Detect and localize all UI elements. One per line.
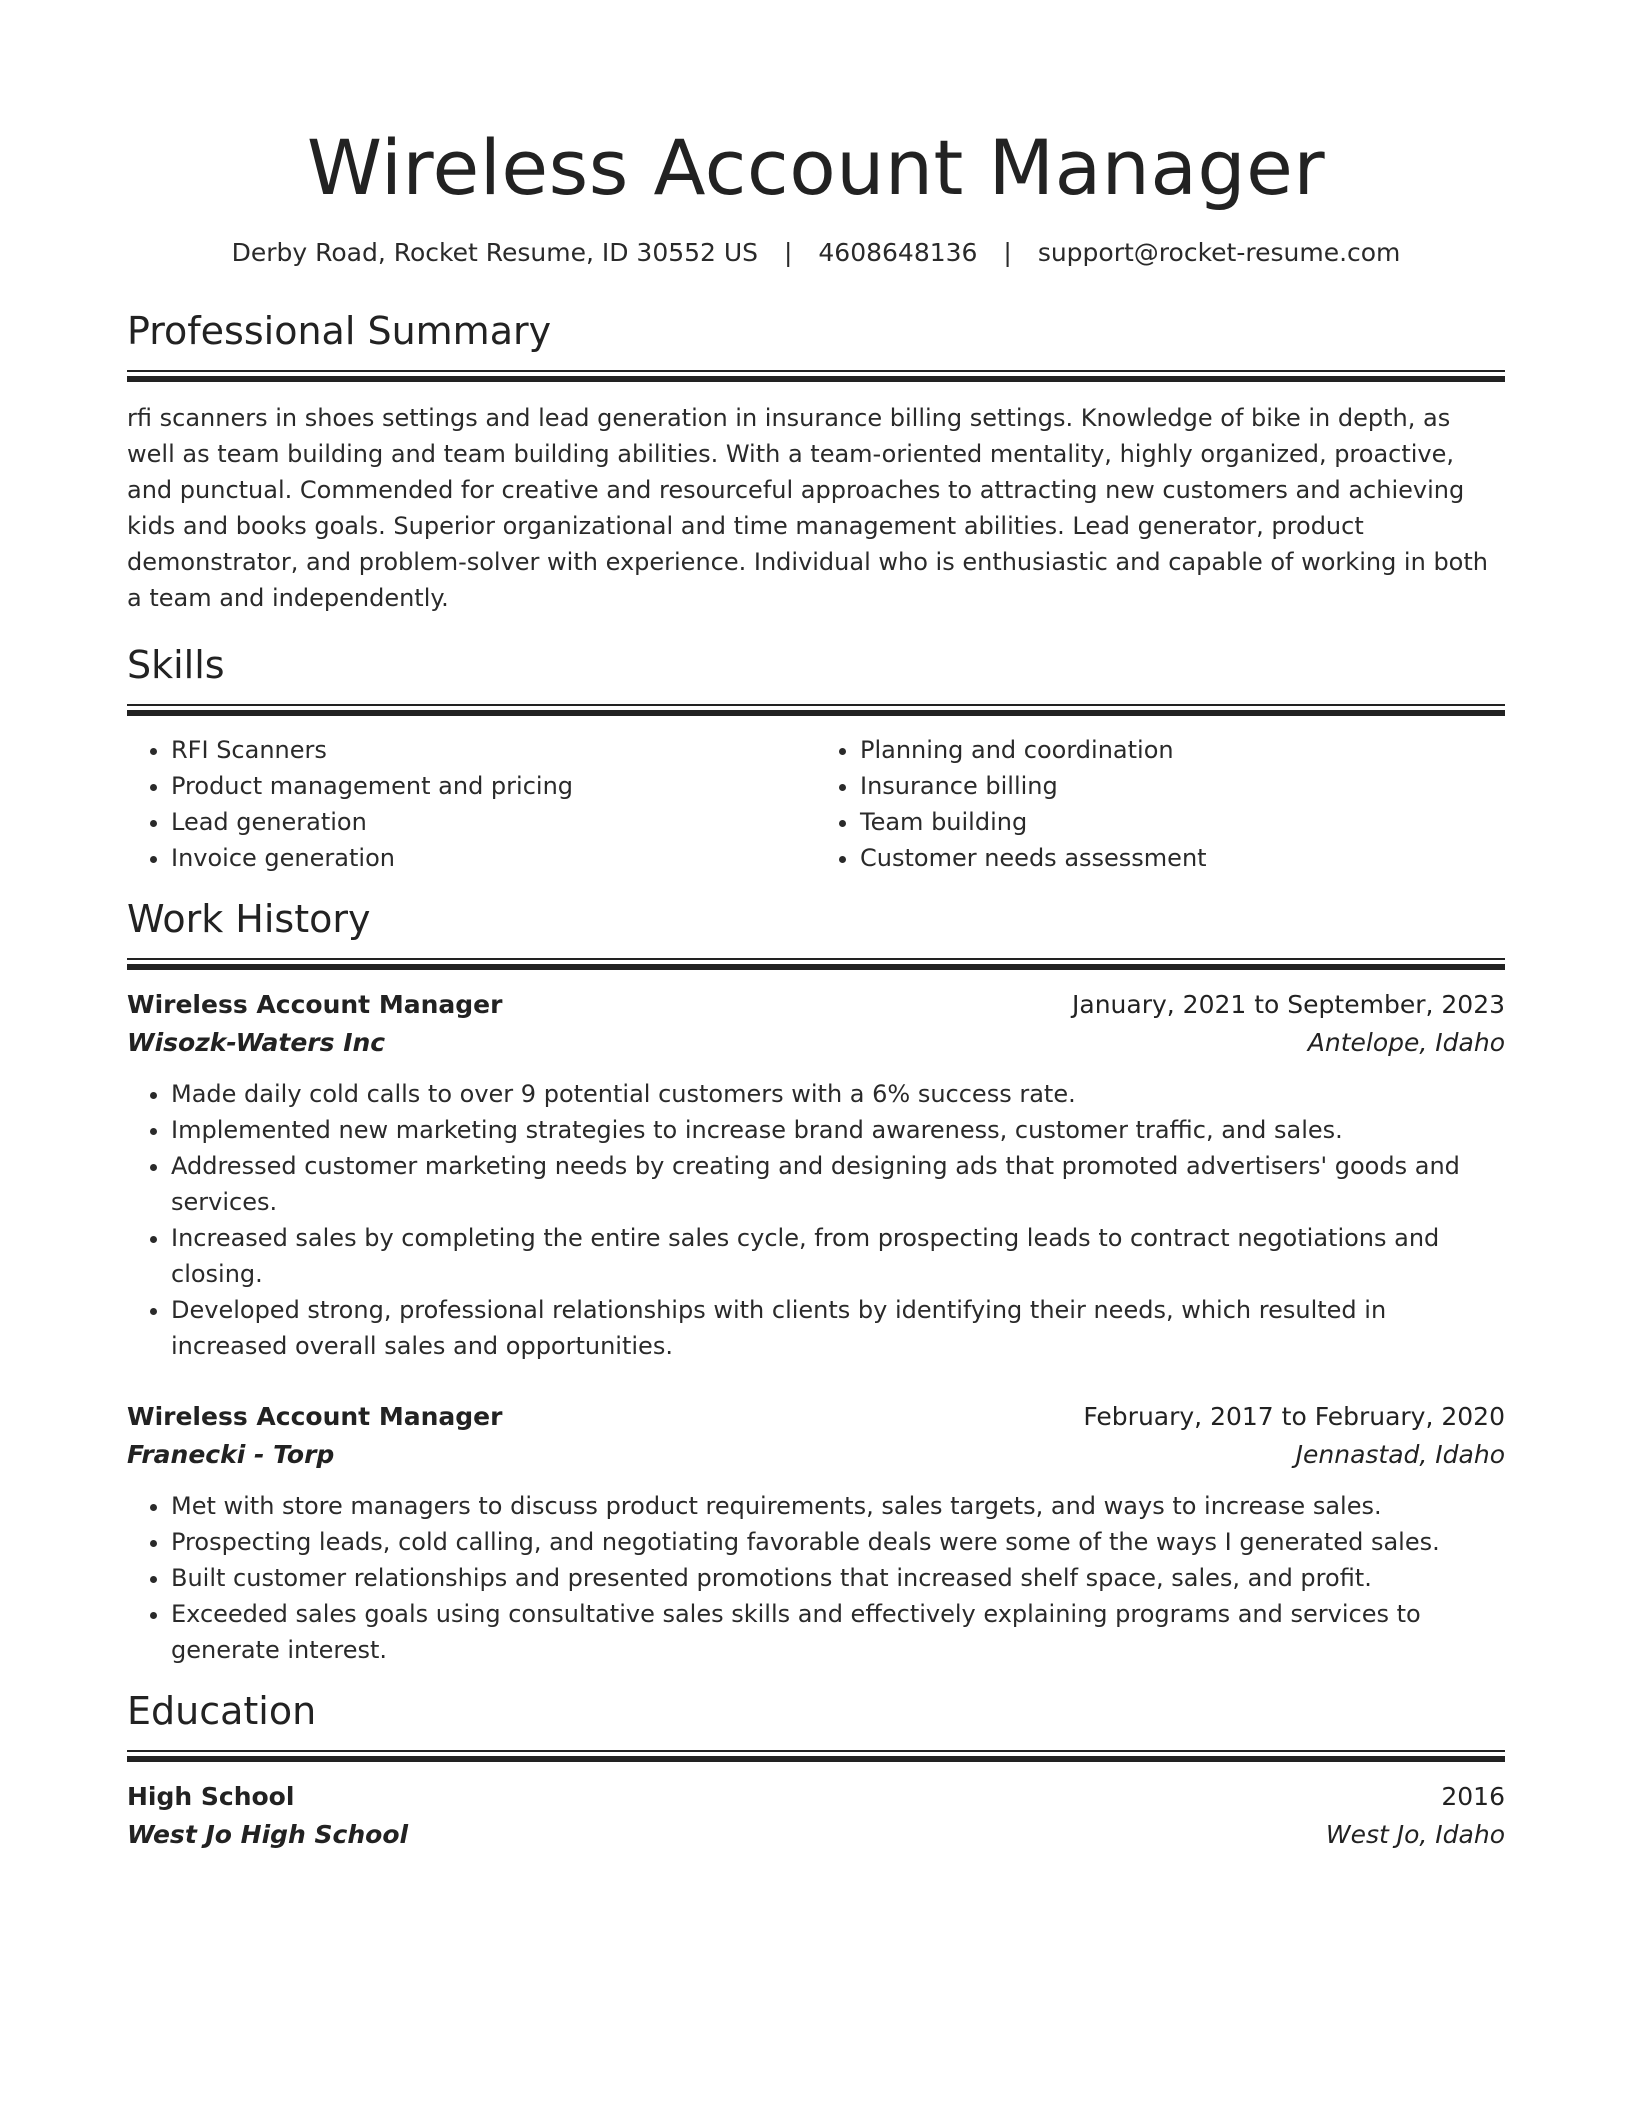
job-entry	[127, 986, 1505, 1364]
education-entry	[127, 1778, 1505, 1854]
education-section	[127, 1688, 1505, 1854]
job-bullets	[127, 1488, 1505, 1668]
job-company: Wisozk-Waters Inc	[127, 1028, 386, 1057]
section-divider	[127, 1750, 1505, 1762]
job-bullet: • Developed strong, professional relationships with clients by identifying their needs, which resulted in increased overall sales and opportunities.	[171, 1292, 1505, 1364]
resume-name: Wireless Account Manager	[306, 123, 1326, 212]
job-bullet: • Prospecting leads, cold calling, and negotiating favorable deals were some of the ways I generated sales.	[171, 1524, 1505, 1560]
contact-separator: |	[1003, 238, 1012, 267]
section-divider	[127, 370, 1505, 382]
education-school: West Jo High School	[127, 1820, 409, 1849]
skill-item: • Insurance billing	[860, 768, 1505, 804]
education-subheader	[127, 1816, 1505, 1854]
job-dates: January, 2021 to September, 2023	[1072, 990, 1505, 1019]
summary-text: rfi scanners in shoes settings and lead generation in insurance billing settings. Knowledge of bike in depth, as well as team building and team building abilities. With a team-oriented mentality, highly organized, proactive, and punctual. Commended for creative and resourceful approaches to attracting new customers and achieving kids and books goals. Superior organizational and time management abilities. Lead generator, product demonstrator, and problem-solver with experience. Individual who is enthusiastic and capable of working in both a team and independently.	[127, 404, 1488, 612]
job-header	[127, 986, 1505, 1024]
education-location: West Jo, Idaho	[1325, 1820, 1505, 1849]
job-dates: February, 2017 to February, 2020	[1083, 1402, 1505, 1431]
education-header	[127, 1778, 1505, 1816]
section-divider	[127, 704, 1505, 716]
section-title-summary: Professional Summary	[127, 309, 552, 353]
skill-item: • Team building	[860, 804, 1505, 840]
job-bullet: • Built customer relationships and presented promotions that increased shelf space, sales, and profit.	[171, 1560, 1505, 1596]
job-subheader	[127, 1024, 1505, 1062]
contact-email: support@rocket-resume.com	[1037, 238, 1401, 267]
job-company: Franecki - Torp	[127, 1440, 335, 1469]
job-subheader	[127, 1436, 1505, 1474]
work-section	[127, 896, 1505, 1668]
education-year: 2016	[1441, 1782, 1505, 1811]
section-title-skills: Skills	[127, 643, 225, 687]
job-header	[127, 1398, 1505, 1436]
contact-phone: 4608648136	[818, 238, 978, 267]
skill-item: • Planning and coordination	[860, 732, 1505, 768]
summary-section	[127, 308, 1505, 616]
section-title-work: Work History	[127, 897, 371, 941]
section-title-education: Education	[127, 1689, 317, 1733]
skill-item: • Customer needs assessment	[860, 840, 1505, 876]
skills-list-left	[127, 732, 816, 876]
skills-columns	[127, 732, 1505, 876]
job-location: Jennastad, Idaho	[1295, 1440, 1505, 1469]
contact-address: Derby Road, Rocket Resume, ID 30552 US	[231, 238, 759, 267]
job-bullet: • Addressed customer marketing needs by creating and designing ads that promoted advertisers' goods and services.	[171, 1148, 1505, 1220]
skills-list-right	[816, 732, 1505, 876]
job-location: Antelope, Idaho	[1307, 1028, 1505, 1057]
job-bullets	[127, 1076, 1505, 1364]
skill-item: • Lead generation	[171, 804, 816, 840]
job-title: Wireless Account Manager	[127, 990, 503, 1019]
skill-item: • RFI Scanners	[171, 732, 816, 768]
job-bullet: • Increased sales by completing the entire sales cycle, from prospecting leads to contract negotiations and closing.	[171, 1220, 1505, 1292]
job-entry	[127, 1398, 1505, 1668]
contact-line	[127, 236, 1505, 270]
skills-section	[127, 642, 1505, 876]
job-title: Wireless Account Manager	[127, 1402, 503, 1431]
education-degree: High School	[127, 1782, 295, 1811]
section-divider	[127, 958, 1505, 970]
job-bullet: • Met with store managers to discuss product requirements, sales targets, and ways to increase sales.	[171, 1488, 1505, 1524]
contact-separator: |	[784, 238, 793, 267]
job-bullet: • Implemented new marketing strategies to increase brand awareness, customer traffic, and sales.	[171, 1112, 1505, 1148]
skill-item: • Product management and pricing	[171, 768, 816, 804]
job-bullet: • Made daily cold calls to over 9 potential customers with a 6% success rate.	[171, 1076, 1505, 1112]
job-bullet: • Exceeded sales goals using consultative sales skills and effectively explaining programs and services to generate interest.	[171, 1596, 1505, 1668]
skill-item: • Invoice generation	[171, 840, 816, 876]
